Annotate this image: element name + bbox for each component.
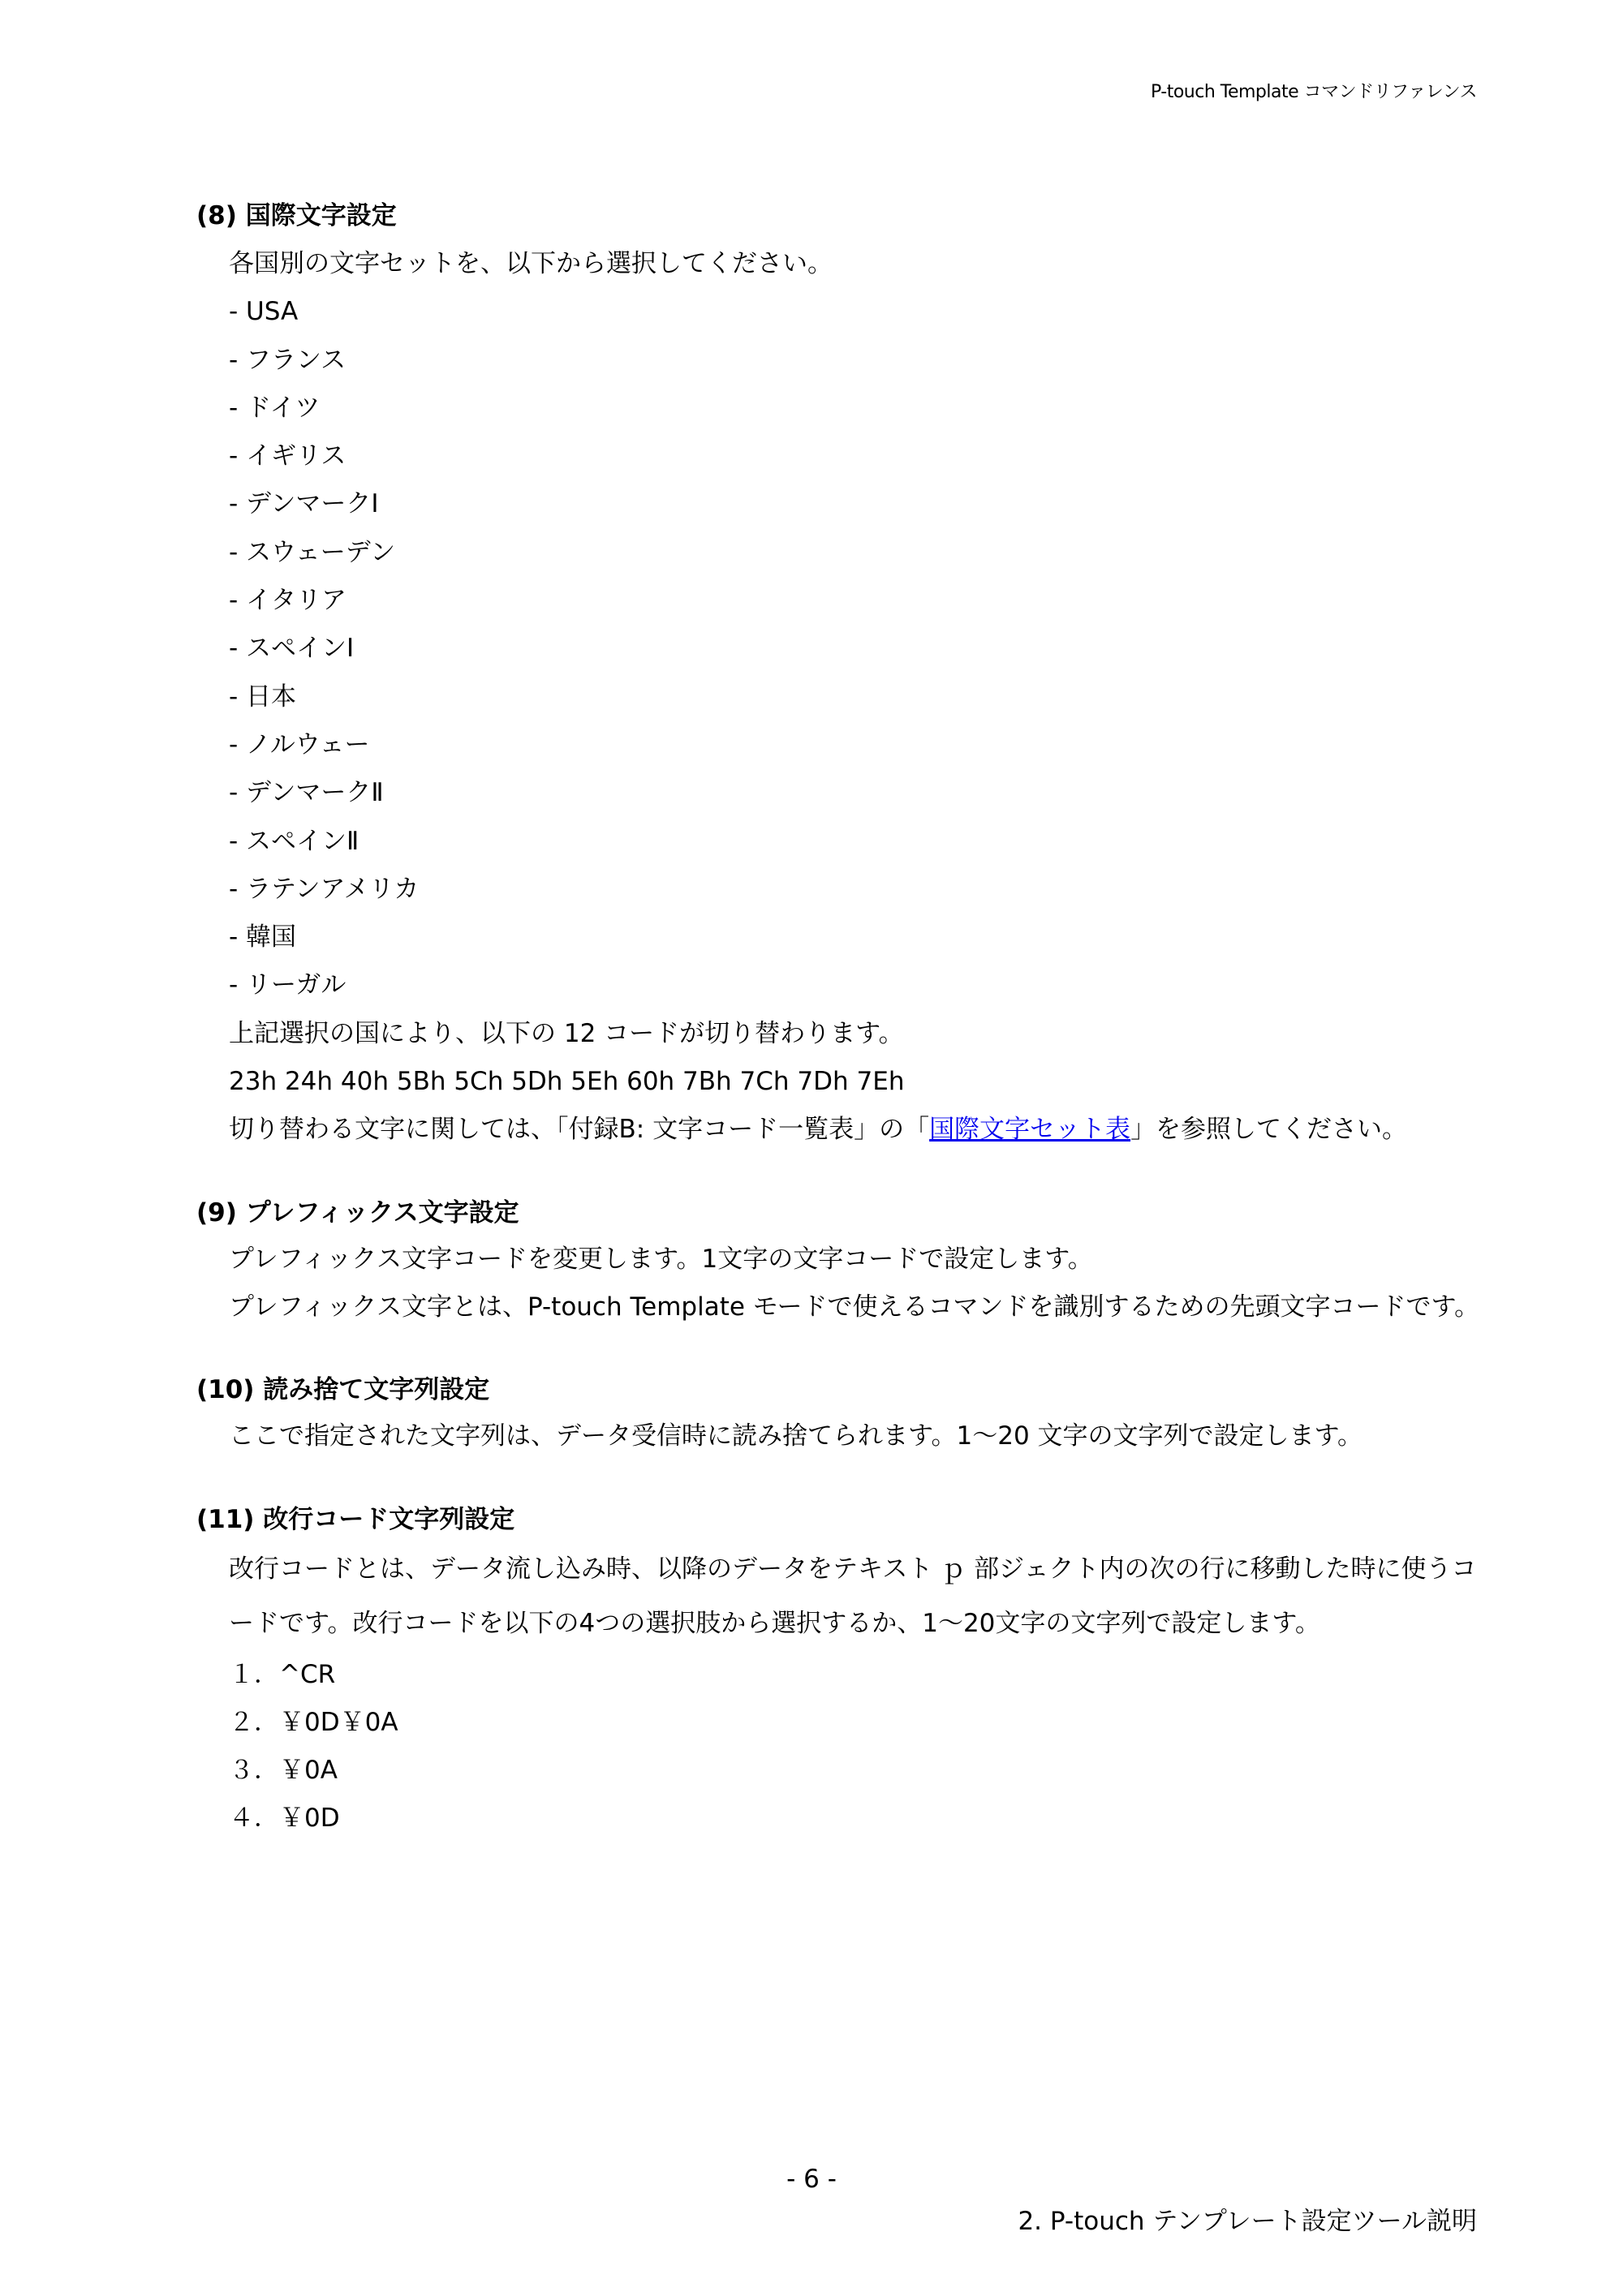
option-item: ４．￥0D — [229, 1804, 340, 1834]
list-item: - デンマークⅡ — [229, 778, 384, 808]
country-list — [196, 288, 1479, 1009]
list-item: - スペインⅠ — [229, 634, 355, 664]
list-item: - リーガル — [229, 970, 347, 1000]
list-item: - イタリア — [229, 586, 347, 616]
code-list: 23h 24h 40h 5Bh 5Ch 5Dh 5Eh 60h 7Bh 7Ch 7Dh 7Eh — [229, 1067, 905, 1097]
list-item: - ドイツ — [229, 393, 321, 423]
option-item: ３．￥0A — [229, 1756, 338, 1786]
paragraph-line: ここで指定された文字列は、データ受信時に読み捨てられます。1〜20 文字の文字列で設定します。 — [229, 1421, 1363, 1451]
section-discard-string — [196, 1374, 1479, 1460]
option-item: １．^CR — [229, 1659, 336, 1689]
section-intro: 各国別の文字セットを、以下から選択してください。 — [229, 249, 833, 278]
list-item: - 日本 — [229, 681, 297, 712]
reference-note — [229, 1106, 1479, 1154]
switch-note: 上記選択の国により、以下の 12 コードが切り替わります。 — [229, 1018, 904, 1048]
list-item: - スウェーデン — [229, 537, 396, 567]
reference-text-pre: 切り替わる文字に関しては、「付録B: 文字コード一覧表」の「 — [229, 1115, 930, 1145]
list-item: - スペインⅡ — [229, 826, 359, 856]
chapter-footer: 2. P-touch テンプレート設定ツール説明 — [1018, 2207, 1477, 2236]
section-heading: (9) プレフィックス文字設定 — [196, 1197, 519, 1228]
reference-text-post: 」を参照してください。 — [1130, 1115, 1408, 1145]
option-item: ２．￥0D￥0A — [229, 1707, 398, 1737]
document-body — [196, 200, 1479, 1885]
section-heading: (10) 読み捨て文字列設定 — [196, 1375, 490, 1405]
list-item: - 韓国 — [229, 922, 297, 952]
list-item: - ラテンアメリカ — [229, 874, 420, 904]
paragraph-line: プレフィックス文字コードを変更します。1文字の文字コードで設定します。 — [229, 1244, 1093, 1274]
section-prefix-char — [196, 1197, 1479, 1332]
section-heading: (8) 国際文字設定 — [196, 201, 397, 230]
running-header: P-touch Template コマンドリファレンス — [1150, 82, 1477, 102]
list-item: - イギリス — [229, 441, 347, 471]
list-item: - フランス — [229, 345, 347, 375]
page-number: - 6 - — [786, 2165, 837, 2194]
list-item: - デンマークⅠ — [229, 489, 379, 519]
section-international-charset — [196, 200, 1479, 1154]
list-item: - USA — [229, 297, 299, 327]
section-heading: (11) 改行コード文字列設定 — [196, 1504, 515, 1534]
list-item: - ノルウェー — [229, 729, 370, 759]
paragraph-line: プレフィックス文字とは、P-touch Template モードで使えるコマンドを識別するための先頭文字コードです。 — [229, 1292, 1480, 1322]
section-newline-code — [196, 1503, 1479, 1843]
charset-table-link[interactable]: 国際文字セット表 — [929, 1115, 1131, 1145]
paragraph: 改行コードとは、データ流し込み時、以降のデータをテキスト ｐ 部ジェクト内の次の行に移動した時に使うコードです。改行コードを以下の4つの選択肢から選択するか、1～20文字の文字列で設定します。 — [229, 1554, 1477, 1638]
